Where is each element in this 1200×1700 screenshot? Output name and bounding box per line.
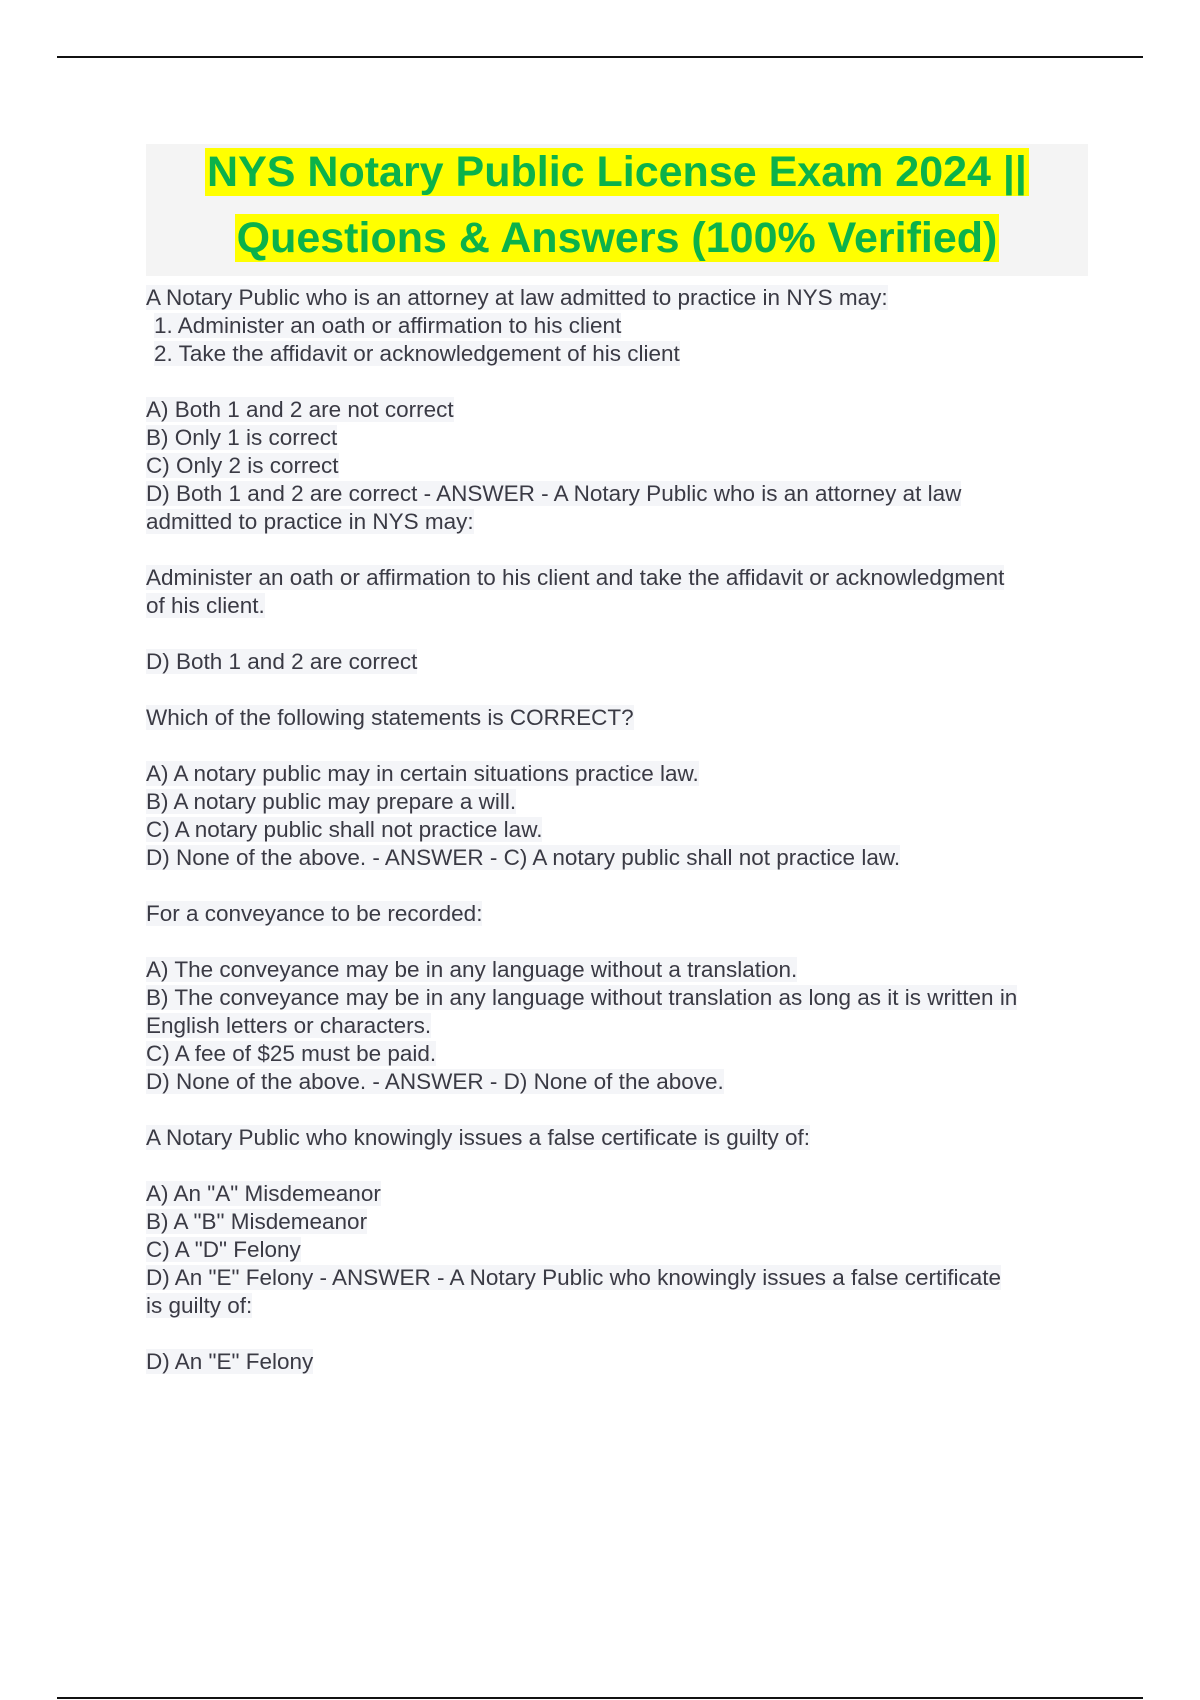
answer-option: C) A fee of $25 must be paid. bbox=[146, 1041, 437, 1066]
question-stem: For a conveyance to be recorded: bbox=[146, 901, 483, 926]
question-4 bbox=[146, 1124, 1096, 1376]
question-2 bbox=[146, 704, 1096, 872]
list-item: 2. Take the affidavit or acknowledgement of his client bbox=[154, 341, 680, 366]
answer-option: A) An "A" Misdemeanor bbox=[146, 1181, 381, 1206]
answer-option-continued: is guilty of: bbox=[146, 1293, 253, 1318]
answer-option: C) Only 2 is correct bbox=[146, 453, 339, 478]
question-stem: Which of the following statements is CORRECT? bbox=[146, 705, 634, 730]
answer-explanation: of his client. bbox=[146, 593, 265, 618]
answer-option-continued: admitted to practice in NYS may: bbox=[146, 509, 474, 534]
answer-option: A) A notary public may in certain situations practice law. bbox=[146, 761, 699, 786]
answer-option: D) None of the above. - ANSWER - D) None of the above. bbox=[146, 1069, 724, 1094]
answer-option: D) Both 1 and 2 are correct - ANSWER - A Notary Public who is an attorney at law bbox=[146, 481, 962, 506]
question-stem: A Notary Public who is an attorney at law admitted to practice in NYS may: bbox=[146, 285, 888, 310]
document-title bbox=[146, 144, 1088, 276]
question-3 bbox=[146, 900, 1096, 1096]
bottom-rule bbox=[57, 1697, 1143, 1699]
answer-option: B) Only 1 is correct bbox=[146, 425, 338, 450]
answer-option: D) None of the above. - ANSWER - C) A notary public shall not practice law. bbox=[146, 845, 901, 870]
question-stem: A Notary Public who knowingly issues a false certificate is guilty of: bbox=[146, 1125, 811, 1150]
answer-option: A) The conveyance may be in any language without a translation. bbox=[146, 957, 798, 982]
final-answer: D) An "E" Felony bbox=[146, 1349, 314, 1374]
list-item: 1. Administer an oath or affirmation to his client bbox=[154, 313, 622, 338]
document-body bbox=[146, 284, 1096, 1376]
answer-explanation: Administer an oath or affirmation to his client and take the affidavit or acknowledgment bbox=[146, 565, 1005, 590]
answer-option: D) An "E" Felony - ANSWER - A Notary Public who knowingly issues a false certificate bbox=[146, 1265, 1002, 1290]
title-line-2: Questions & Answers (100% Verified) bbox=[236, 214, 998, 262]
answer-option: B) The conveyance may be in any language without translation as long as it is written in bbox=[146, 985, 1018, 1010]
final-answer: D) Both 1 and 2 are correct bbox=[146, 649, 418, 674]
answer-option: C) A "D" Felony bbox=[146, 1237, 301, 1262]
answer-option: A) Both 1 and 2 are not correct bbox=[146, 397, 454, 422]
answer-option: C) A notary public shall not practice law. bbox=[146, 817, 543, 842]
top-rule bbox=[57, 56, 1143, 58]
title-line-1: NYS Notary Public License Exam 2024 || bbox=[207, 148, 1027, 196]
question-1 bbox=[146, 284, 1096, 676]
answer-option: B) A notary public may prepare a will. bbox=[146, 789, 517, 814]
answer-option-continued: English letters or characters. bbox=[146, 1013, 432, 1038]
answer-option: B) A "B" Misdemeanor bbox=[146, 1209, 368, 1234]
